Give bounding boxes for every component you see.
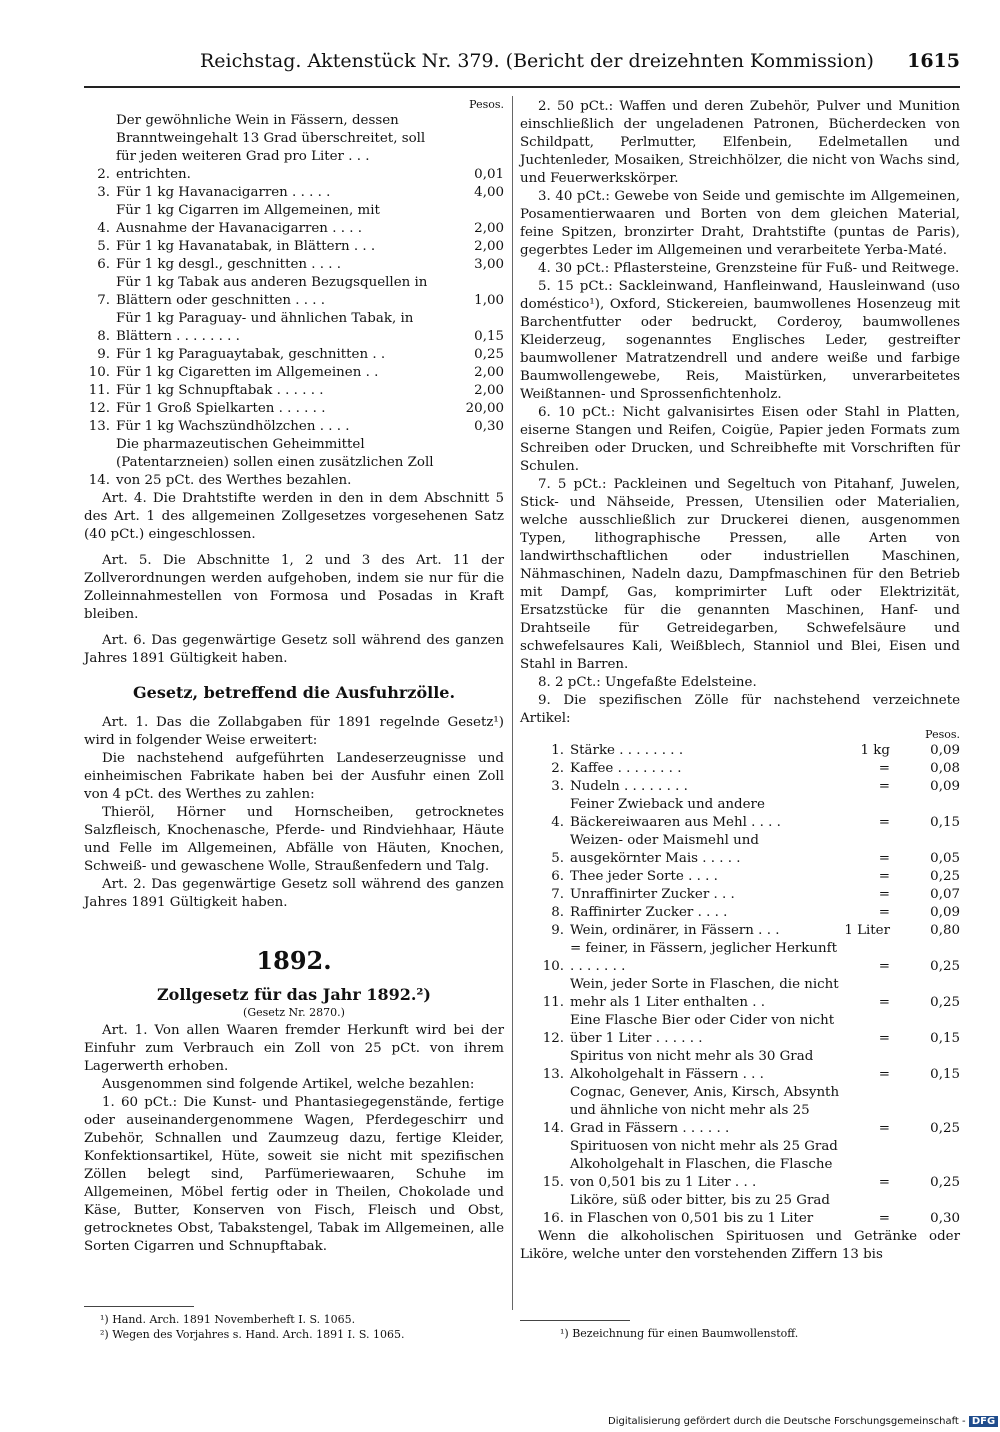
item-value: 0,30 bbox=[930, 1211, 960, 1226]
item-number: 16. bbox=[542, 1211, 564, 1226]
item-value: 4,00 bbox=[474, 185, 504, 200]
duty-row bbox=[520, 832, 960, 868]
item-text: Für 1 kg Havanatabak, in Blättern . . . bbox=[116, 239, 376, 254]
item-value: 0,09 bbox=[930, 905, 960, 920]
rate-paragraph: 4. 30 pCt.: Pflastersteine, Grenzsteine für Fuß- und Reitwege. bbox=[538, 261, 960, 276]
duty-row bbox=[520, 940, 960, 976]
duty-row bbox=[520, 922, 960, 940]
item-text: Für 1 kg Havanacigarren . . . . . bbox=[116, 185, 331, 200]
item-number: 7. bbox=[551, 887, 564, 902]
law-article-1: Art. 1. Das die Zollabgaben für 1891 regelnde Gesetz¹) wird in folgender Weise erweitert: bbox=[84, 715, 504, 748]
rate-paragraph: 5. 15 pCt.: Sackleinwand, Hanfleinwand, Hausleinwand (uso doméstico¹), Oxford, Stickereien, baumwollenes Hosenzeug mit Barchentfutter oder bedruckt, Corderoy, baumwollenes Kleiderzeug, sogenanntes Englisches Leder, gestreifter baumwollener Matratzendrell und andere weiße und farbige Baumwollengewebe, Reis, Maistürken, unverarbeitetes Weißtannen- und Sprossenfichtenholz. bbox=[520, 279, 960, 402]
item-unit: = bbox=[878, 959, 890, 974]
item-value: 0,08 bbox=[930, 761, 960, 776]
footnote-rule bbox=[520, 1320, 630, 1321]
item-value: 0,25 bbox=[930, 1175, 960, 1190]
tariff-row bbox=[84, 112, 504, 184]
item-value: 0,05 bbox=[930, 851, 960, 866]
item-number: 6. bbox=[551, 869, 564, 884]
specific-duty-list bbox=[520, 742, 960, 1228]
item-value: 0,15 bbox=[930, 815, 960, 830]
item-text: Für 1 kg Tabak aus anderen Bezugsquellen in Blättern oder geschnitten . . . . bbox=[116, 275, 428, 308]
item-number: 13. bbox=[88, 419, 110, 434]
item-text: Stärke . . . . . . . . bbox=[570, 743, 684, 758]
duty-row bbox=[520, 760, 960, 778]
item-text: Für 1 kg Cigaretten im Allgemeinen . . bbox=[116, 365, 379, 380]
article-6: Art. 6. Das gegenwärtige Gesetz soll während des ganzen Jahres 1891 Gültigkeit haben. bbox=[84, 633, 504, 666]
item-number: 10. bbox=[88, 365, 110, 380]
footnote: ¹) Hand. Arch. 1891 Novemberheft I. S. 1065. bbox=[100, 1313, 356, 1326]
item-value: 0,09 bbox=[930, 743, 960, 758]
left-column bbox=[84, 98, 504, 1256]
item-value: 3,00 bbox=[474, 257, 504, 272]
item-number: 15. bbox=[542, 1175, 564, 1190]
law2-paragraph: 1. 60 pCt.: Die Kunst- und Phantasiegegenstände, fertige oder auseinandergenommene Wagen, Pferdegeschirr und Zubehör, Schnallen und Zaumzeug dazu, fertige Kleider, Konfektionsartikel, Hüte, soweit sie nicht mit spezifischen Zöllen belegt sind, Parfümeriewaaren, Schuhe im Allgemeinen, Möbel fertig oder in Theilen, Chokolade und Käse, Butter, Konserven von Fisch, Fleisch und Obst, getrocknetes Obst, Tabakstengel, Tabak im Allgemeinen, alle Sorten Cigarren und Schnupftabak. bbox=[84, 1095, 504, 1254]
item-value: 0,09 bbox=[930, 779, 960, 794]
page-number: 1615 bbox=[907, 50, 960, 72]
item-number: 11. bbox=[542, 995, 564, 1010]
pesos-header: Pesos. bbox=[925, 728, 960, 741]
item-number: 7. bbox=[97, 293, 110, 308]
item-unit: = bbox=[878, 1175, 890, 1190]
pesos-header: Pesos. bbox=[469, 98, 504, 111]
tariff-list bbox=[84, 112, 504, 490]
item-text: Weizen- oder Maismehl und ausgekörnter Mais . . . . . bbox=[570, 833, 759, 866]
item-unit: = bbox=[878, 1211, 890, 1226]
footer-text: Digitalisierung gefördert durch die Deutsche Forschungsgemeinschaft - bbox=[608, 1416, 966, 1427]
law-paragraph: Thieröl, Hörner und Hornscheiben, getrocknetes Salzfleisch, Knochenasche, Pferde- und Rindviehhaar, Häute und Felle im Allgemeinen, Abfälle von Häuten, Knochen, Schweiß- und gewaschene Wolle, Straußenfedern und Talg. bbox=[84, 805, 504, 874]
item-number: 14. bbox=[88, 473, 110, 488]
item-number: 13. bbox=[542, 1067, 564, 1082]
law2-paragraph: Ausgenommen sind folgende Artikel, welche bezahlen: bbox=[102, 1077, 475, 1092]
rate-paragraph: 9. Die spezifischen Zölle für nachstehend verzeichnete Artikel: bbox=[520, 693, 960, 726]
tariff-row bbox=[84, 310, 504, 346]
header-rule bbox=[84, 86, 960, 88]
tariff-row bbox=[84, 184, 504, 202]
item-text: Für 1 kg Schnupftabak . . . . . . bbox=[116, 383, 324, 398]
item-unit: = bbox=[878, 851, 890, 866]
item-unit: = bbox=[878, 905, 890, 920]
item-unit: = bbox=[878, 1067, 890, 1082]
item-number: 11. bbox=[88, 383, 110, 398]
item-text: Wein, ordinärer, in Fässern . . . bbox=[570, 923, 780, 938]
item-text: Die pharmazeutischen Geheimmittel (Patentarzneien) sollen einen zusätzlichen Zoll von 25 pCt. des Werthes bezahlen. bbox=[116, 437, 434, 488]
year-heading: 1892. bbox=[256, 946, 332, 975]
item-unit: = bbox=[878, 779, 890, 794]
item-value: 1,00 bbox=[474, 293, 504, 308]
item-text: Nudeln . . . . . . . . bbox=[570, 779, 688, 794]
duty-row bbox=[520, 868, 960, 886]
item-value: 20,00 bbox=[465, 401, 504, 416]
duty-row bbox=[520, 976, 960, 1012]
law-paragraph: Die nachstehend aufgeführten Landeserzeugnisse und einheimischen Fabrikate haben bei der Ausfuhr einen Zoll von 4 pCt. des Werthes zu zahlen: bbox=[84, 751, 504, 802]
tariff-row bbox=[84, 238, 504, 256]
item-value: 0,07 bbox=[930, 887, 960, 902]
footnote: ²) Wegen des Vorjahres s. Hand. Arch. 1891 I. S. 1065. bbox=[100, 1328, 405, 1341]
footnote-rule bbox=[84, 1306, 194, 1307]
item-value: 2,00 bbox=[474, 365, 504, 380]
item-unit: 1 kg bbox=[860, 743, 890, 758]
item-number: 2. bbox=[551, 761, 564, 776]
item-unit: = bbox=[878, 1031, 890, 1046]
tariff-row bbox=[84, 256, 504, 274]
item-text: Spiritus von nicht mehr als 30 Grad Alkoholgehalt in Fässern . . . bbox=[570, 1049, 814, 1082]
item-text: Cognac, Genever, Anis, Kirsch, Absynth und ähnliche von nicht mehr als 25 Grad in Fässern . . . . . . bbox=[570, 1085, 840, 1136]
rate-paragraph: 8. 2 pCt.: Ungefaßte Edelsteine. bbox=[538, 675, 757, 690]
duty-row bbox=[520, 886, 960, 904]
duty-row bbox=[520, 1084, 960, 1138]
item-value: 0,25 bbox=[930, 1121, 960, 1136]
item-value: 2,00 bbox=[474, 221, 504, 236]
item-text: = feiner, in Fässern, jeglicher Herkunft . . . . . . . bbox=[570, 941, 837, 974]
article-4: Art. 4. Die Drahtstifte werden in den in dem Abschnitt 5 des Art. 1 des allgemeinen Zollgesetzes vorgesehenen Satz (40 pCt.) eingeschlossen. bbox=[84, 491, 504, 542]
item-number: 8. bbox=[551, 905, 564, 920]
item-unit: = bbox=[878, 1121, 890, 1136]
item-value: 2,00 bbox=[474, 239, 504, 254]
item-number: 12. bbox=[542, 1031, 564, 1046]
footnote: ¹) Bezeichnung für einen Baumwollenstoff. bbox=[560, 1327, 799, 1340]
item-value: 0,15 bbox=[474, 329, 504, 344]
article-5: Art. 5. Die Abschnitte 1, 2 und 3 des Art. 11 der Zollverordnungen werden aufgehoben, indem sie nur für die Zolleinnahmestellen von Formosa und Posadas in Kraft bleiben. bbox=[84, 553, 504, 622]
item-unit: = bbox=[878, 887, 890, 902]
duty-row bbox=[520, 1048, 960, 1084]
item-value: 0,25 bbox=[474, 347, 504, 362]
law2-article-1: Art. 1. Von allen Waaren fremder Herkunft wird bei der Einfuhr zum Verbrauch ein Zoll von 25 pCt. von ihrem Lagerwerth erhoben. bbox=[84, 1023, 504, 1074]
tariff-row bbox=[84, 364, 504, 382]
item-unit: = bbox=[878, 815, 890, 830]
digitization-footer bbox=[608, 1416, 998, 1427]
item-value: 0,25 bbox=[930, 995, 960, 1010]
column-divider bbox=[512, 96, 513, 1310]
right-column bbox=[520, 98, 960, 1264]
item-text: Wein, jeder Sorte in Flaschen, die nicht mehr als 1 Liter enthalten . . bbox=[570, 977, 839, 1010]
item-number: 4. bbox=[551, 815, 564, 830]
duty-row bbox=[520, 904, 960, 922]
item-text: Für 1 Groß Spielkarten . . . . . . bbox=[116, 401, 326, 416]
item-unit: = bbox=[878, 995, 890, 1010]
item-value: 0,80 bbox=[930, 923, 960, 938]
item-number: 6. bbox=[97, 257, 110, 272]
item-value: 0,15 bbox=[930, 1031, 960, 1046]
rate-paragraph: 7. 5 pCt.: Packleinen und Segeltuch von Pitahanf, Juwelen, Stick- und Nähseide, Pressen, Utensilien oder Materialien, welche ausschließlich zur Druckerei dienen, ausgenommen Typen, lithographische Pressen, alle Arten von landwirthschaftlichen oder industriellen Maschinen, Nähmaschinen, Nadeln dazu, Dampfmaschinen für den Betrieb mit Dampf, Gas, komprimirter Luft oder Elektrizität, Ersatzstücke für die genannten Maschinen, Hanf- und Drahtseile für Getreidegarben, Schwefelsäure und schwefelsaures Kali, Weißblech, Stanniol und Blei, Eisen und Stahl in Barren. bbox=[520, 477, 960, 672]
duty-row bbox=[520, 796, 960, 832]
item-number: 9. bbox=[97, 347, 110, 362]
tariff-row bbox=[84, 274, 504, 310]
item-text: Für 1 kg desgl., geschnitten . . . . bbox=[116, 257, 342, 272]
tariff-row bbox=[84, 346, 504, 364]
item-value: 0,25 bbox=[930, 959, 960, 974]
dfg-logo: DFG bbox=[969, 1416, 998, 1427]
law-subtitle: (Gesetz Nr. 2870.) bbox=[243, 1006, 345, 1019]
tariff-row bbox=[84, 400, 504, 418]
item-text: Spirituosen von nicht mehr als 25 Grad Alkoholgehalt in Flaschen, die Flasche von 0,501 bis zu 1 Liter . . . bbox=[570, 1139, 838, 1190]
item-text: Für 1 kg Paraguaytabak, geschnitten . . bbox=[116, 347, 386, 362]
item-number: 12. bbox=[88, 401, 110, 416]
law-title: Zollgesetz für das Jahr 1892.²) bbox=[156, 985, 431, 1004]
item-number: 1. bbox=[551, 743, 564, 758]
item-number: 5. bbox=[97, 239, 110, 254]
duty-row bbox=[520, 742, 960, 760]
duty-row bbox=[520, 1012, 960, 1048]
item-unit: 1 Liter bbox=[844, 923, 890, 938]
item-number: 14. bbox=[542, 1121, 564, 1136]
rate-paragraph: 6. 10 pCt.: Nicht galvanisirtes Eisen oder Stahl in Platten, eiserne Stangen und Reifen, Coigüe, Papier jeden Formats zum Schreiben oder Drucken, und Schreibhefte mit Vorschriften für Schulen. bbox=[520, 405, 960, 474]
item-number: 10. bbox=[542, 959, 564, 974]
duty-row bbox=[520, 1138, 960, 1192]
item-number: 5. bbox=[551, 851, 564, 866]
page-header bbox=[200, 50, 960, 76]
item-text: Kaffee . . . . . . . . bbox=[570, 761, 682, 776]
item-value: 0,01 bbox=[474, 167, 504, 182]
item-value: 0,15 bbox=[930, 1067, 960, 1082]
tariff-row bbox=[84, 418, 504, 436]
rate-paragraph: 3. 40 pCt.: Gewebe von Seide und gemischte im Allgemeinen, Posamentierwaaren und Borten von dem gleichen Material, feine Spitzen, bronzirter Draht, Drahtstifte (puntas de Paris), gegerbtes Leder im Allgemeinen und verarbeitete Yerba-Maté. bbox=[520, 189, 960, 258]
item-text: Liköre, süß oder bitter, bis zu 25 Grad in Flaschen von 0,501 bis zu 1 Liter bbox=[570, 1193, 830, 1226]
continuation-paragraph: Wenn die alkoholischen Spirituosen und Getränke oder Liköre, welche unter den vorstehenden Ziffern 13 bis bbox=[520, 1229, 960, 1262]
item-text: Thee jeder Sorte . . . . bbox=[570, 869, 718, 884]
item-text: Für 1 kg Cigarren im Allgemeinen, mit Ausnahme der Havanacigarren . . . . bbox=[116, 203, 380, 236]
rate-paragraph: 2. 50 pCt.: Waffen und deren Zubehör, Pulver und Munition einschließlich der ungeladenen Patronen, Bücherdecken von Schildpatt, Perlmutter, Elfenbein, Edelmetallen und Juchtenleder, Mosaiken, Streichhölzer, die nicht von Wachs sind, und Feuerwerkskörper. bbox=[520, 99, 960, 186]
item-text: Raffinirter Zucker . . . . bbox=[570, 905, 728, 920]
item-unit: = bbox=[878, 761, 890, 776]
item-number: 3. bbox=[97, 185, 110, 200]
item-value: 0,25 bbox=[930, 869, 960, 884]
item-number: 8. bbox=[97, 329, 110, 344]
item-value: 0,30 bbox=[474, 419, 504, 434]
tariff-row bbox=[84, 436, 504, 490]
item-unit: = bbox=[878, 869, 890, 884]
item-number: 4. bbox=[97, 221, 110, 236]
item-number: 2. bbox=[97, 167, 110, 182]
duty-row bbox=[520, 1192, 960, 1228]
tariff-row bbox=[84, 202, 504, 238]
tariff-row bbox=[84, 382, 504, 400]
duty-row bbox=[520, 778, 960, 796]
item-number: 9. bbox=[551, 923, 564, 938]
item-text: Feiner Zwieback und andere Bäckereiwaaren aus Mehl . . . . bbox=[570, 797, 781, 830]
item-text: Eine Flasche Bier oder Cider von nicht über 1 Liter . . . . . . bbox=[570, 1013, 835, 1046]
item-text: Der gewöhnliche Wein in Fässern, dessen Branntweingehalt 13 Grad überschreitet, soll für jeden weiteren Grad pro Liter . . . entrichten. bbox=[116, 113, 426, 182]
item-value: 2,00 bbox=[474, 383, 504, 398]
section-heading: Gesetz, betreffend die Ausfuhrzölle. bbox=[132, 683, 456, 702]
item-text: Für 1 kg Wachszündhölzchen . . . . bbox=[116, 419, 350, 434]
item-text: Für 1 kg Paraguay- und ähnlichen Tabak, in Blättern . . . . . . . . bbox=[116, 311, 414, 344]
law-article-2: Art. 2. Das gegenwärtige Gesetz soll während des ganzen Jahres 1891 Gültigkeit haben. bbox=[84, 877, 504, 910]
item-number: 3. bbox=[551, 779, 564, 794]
item-text: Unraffinirter Zucker . . . bbox=[570, 887, 735, 902]
header-title: Reichstag. Aktenstück Nr. 379. (Bericht der dreizehnten Kommission) bbox=[200, 50, 874, 72]
